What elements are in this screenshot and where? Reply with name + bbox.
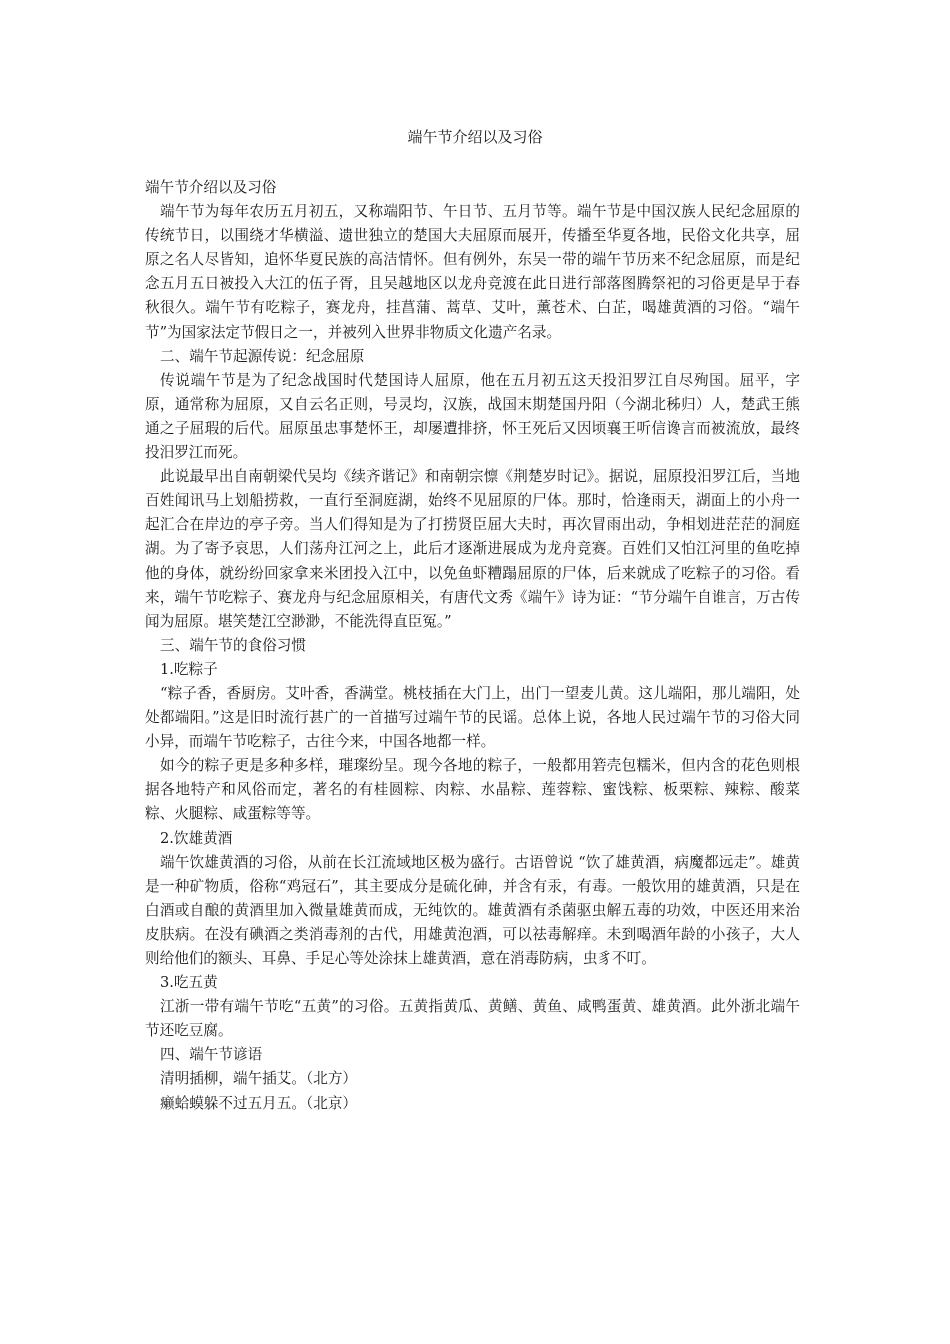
document-title: 端午节介绍以及习俗 bbox=[407, 128, 543, 146]
paragraph: 癞蛤蟆躲不过五月五。（北京） bbox=[160, 1094, 358, 1112]
document-body bbox=[145, 176, 800, 1116]
document-heading: 端午节介绍以及习俗 bbox=[145, 179, 277, 196]
paragraph: 此说最早出自南朝梁代吴均《续齐谐记》和南朝宗懔《荆楚岁时记》。据说，屈原投汨罗江后，当地百姓闻讯马上划船捞救，一直行至洞庭湖，始终不见屈原的尸体。那时，恰逢雨天，湖面上的小舟一起汇合在岸边的亭子旁。当人们得知是为了打捞贤臣屈大夫时，再次冒雨出动，争相划进茫茫的洞庭湖。为了寄予哀思，人们荡舟江河之上，此后才逐渐进展成为龙舟竞赛。百姓们又怕江河里的鱼吃掉他的身体，就纷纷回家拿来米团投入江中，以免鱼虾糟蹋屈原的尸体，后来就成了吃粽子的习俗。看来，端午节吃粽子、赛龙舟与纪念屈原相关，有唐代文秀《端午》诗为证：“节分端午自谁言，万古传闻为屈原。堪笑楚江空渺渺，不能洗得直臣冤。” bbox=[145, 468, 800, 630]
paragraph: 端午节为每年农历五月初五，又称端阳节、午日节、五月节等。端午节是中国汉族人民纪念屈原的传统节日，以围绕才华横溢、遗世独立的楚国大夫屈原而展开，传播至华夏各地，民俗文化共享，屈原之名人尽皆知，追怀华夏民族的高洁情怀。但有例外，东吴一带的端午节历来不纪念屈原，而是纪念五月五日被投入大江的伍子胥，且吴越地区以龙舟竞渡在此日进行部落图腾祭祀的习俗更是早于春秋很久。端午节有吃粽子，赛龙舟，挂菖蒲、蒿草、艾叶，薰苍术、白芷，喝雄黄酒的习俗。“端午节”为国家法定节假日之一，并被列入世界非物质文化遗产名录。 bbox=[145, 203, 800, 341]
paragraph: 清明插柳，端午插艾。（北方） bbox=[160, 1070, 358, 1088]
paragraph: 如今的粽子更是多种多样，璀璨纷呈。现今各地的粽子，一般都用箬壳包糯米，但内含的花色则根据各地特产和风俗而定，著名的有桂圆粽、肉粽、水晶粽、莲蓉粽、蜜饯粽、板栗粽、辣粽、酸菜粽、火腿粽、咸蛋粽等等。 bbox=[145, 757, 800, 823]
paragraph: 江浙一带有端午节吃“五黄”的习俗。五黄指黄瓜、黄鳝、黄鱼、咸鸭蛋黄、雄黄酒。此外浙北端午节还吃豆腐。 bbox=[145, 998, 800, 1040]
paragraph: 3.吃五黄 bbox=[160, 974, 218, 992]
paragraph: 传说端午节是为了纪念战国时代楚国诗人屈原，他在五月初五这天投汨罗江自尽殉国。屈平，字原，通常称为屈原，又自云名正则，号灵均，汉族，战国末期楚国丹阳（今湖北秭归）人，楚武王熊通之子屈瑕的后代。屈原虽忠事楚怀王，却屡遭排挤，怀王死后又因顷襄王听信谗言而被流放，最终投汨罗江而死。 bbox=[145, 371, 800, 462]
paragraph: 1.吃粽子 bbox=[160, 660, 218, 678]
paragraph: 三、端午节的食俗习惯 bbox=[160, 636, 306, 654]
paragraph: 四、端午节谚语 bbox=[160, 1046, 263, 1064]
paragraph: 端午饮雄黄酒的习俗，从前在长江流域地区极为盛行。古语曾说 “饮了雄黄酒，病魔都远走”。雄黄是一种矿物质，俗称“鸡冠石”，其主要成分是硫化砷，并含有汞，有毒。一般饮用的雄黄酒，只是在白酒或自酿的黄酒里加入微量雄黄而成，无纯饮的。雄黄酒有杀菌驱虫解五毒的功效，中医还用来治皮肤病。在没有碘酒之类消毒剂的古代，用雄黄泡酒，可以祛毒解痒。未到喝酒年龄的小孩子，大人则给他们的额头、耳鼻、手足心等处涂抹上雄黄酒，意在消毒防病，虫豸不叮。 bbox=[145, 853, 800, 967]
paragraph: “粽子香，香厨房。艾叶香，香满堂。桃枝插在大门上，出门一望麦儿黄。这儿端阳，那儿端阳，处处都端阳。”这是旧时流行甚广的一首描写过端午节的民谣。总体上说，各地人民过端午节的习俗大同小异，而端午节吃粽子，古往今来，中国各地都一样。 bbox=[145, 684, 800, 751]
paragraph: 二、端午节起源传说：纪念屈原 bbox=[160, 347, 365, 365]
paragraph: 2.饮雄黄酒 bbox=[160, 829, 233, 847]
